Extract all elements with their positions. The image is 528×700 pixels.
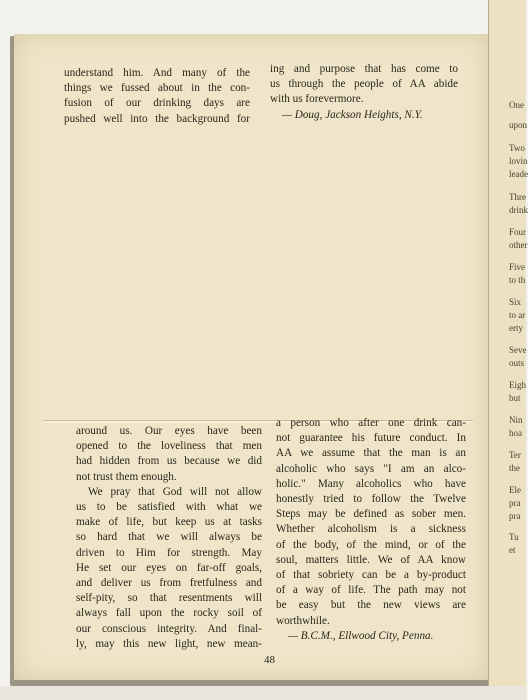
next-page-fragment: Seve [509,345,527,355]
text-line: honestly tried to follow the Twelve [276,493,466,506]
next-page-fragment: Eigh [509,380,526,390]
text-line: Steps may be defined as sober men. [276,508,466,521]
text-line: so hard that we will always be [76,531,262,544]
next-page-fragment: et [509,545,516,555]
text-line: ing and purpose that has come to [270,63,458,75]
next-page-fragment: to th [509,275,526,285]
next-page-fragment: lovin [509,156,528,166]
signature: — Doug, Jackson Heights, N.Y. [282,108,423,121]
text-line: of the body, of the mind, or of the [276,538,466,551]
text-line: alcoholic who says "I am an alco- [276,462,466,475]
next-page-fragment: Six [509,297,522,307]
page-number: 48 [264,654,275,666]
text-line: worthwhile. [276,614,330,627]
text-line: soul, matters little. We of AA know [276,553,466,566]
text-line: not guarantee his future conduct. In [276,432,466,445]
next-page-fragment: Nin [509,415,523,425]
next-page-fragment: upon [509,120,527,130]
text-line: and deliver us from fretfulness and [76,577,262,590]
table-surface [0,686,525,700]
text-line: with us forevermore. [270,93,364,106]
text-line: AA we assume that the man is an [276,447,466,460]
text-column-bottom-right [276,416,466,644]
text-line: us through the people of AA abide [270,78,458,91]
text-column-bottom-left [76,424,262,652]
next-page-fragment: Ter [509,450,521,460]
text-line: things we fussed about in the con- [64,82,250,95]
next-page-fragment: outs [509,358,525,368]
next-page-fragment: but [509,393,521,403]
text-line: He set our eyes on far-off goals, [76,561,262,574]
next-page-fragment: hoa [509,428,522,438]
next-page-fragment: pra [509,498,521,508]
text-line: of that sobriety can be a by-product [276,569,466,582]
signature: — B.C.M., Ellwood City, Penna. [288,629,434,642]
next-page-fragment: other [509,240,528,250]
next-page-fragment: pra [509,511,521,521]
next-page-fragment: Ele [509,485,521,495]
next-page-fragment: One [509,100,524,110]
text-line: a person who after one drink can- [276,417,466,429]
next-page-fragment: to ar [509,310,526,320]
text-line: ly, may this new light, new mean- [76,637,262,650]
next-page-fragment: Four [509,227,527,237]
next-page-fragment: drink [509,205,528,215]
text-line: us to be satisfied with what we [76,501,262,514]
next-page-fragment: erty [509,323,523,333]
text-column-top-right [270,62,458,123]
text-line: had hidden from us because we did [76,455,262,468]
text-line: fusion of our drinking days are [64,97,250,110]
text-line: We pray that God will not allow [88,485,262,498]
text-line: of a way of life. The path may not [276,584,466,597]
next-page-fragment: Thre [509,192,526,202]
text-line: pushed well into the background for [64,112,250,125]
text-line: opened to the loveliness that men [76,440,262,453]
text-line: make of life, but keep us at tasks [76,516,262,529]
text-line: driven to Him for strength. May [76,546,262,559]
next-page-fragment: Tu [509,532,519,542]
text-line: always fall upon the rocky soil of [76,607,262,620]
text-line: Whether alcoholism is a sickness [276,523,466,536]
text-line: self-pity, so that resentments will [76,592,262,605]
text-line: our conscious integrity. And final- [76,622,262,635]
next-page-fragment: the [509,463,520,473]
text-line: holic." Many alcoholics who have [276,477,466,490]
text-line: around us. Our eyes have been [76,425,262,437]
next-page-fragment: Five [509,262,526,272]
next-page-fragment: Two [509,143,525,153]
text-line: understand him. And many of the [64,67,250,79]
next-page-fragment: leade [509,169,528,179]
text-line: not trust them enough. [76,470,177,483]
text-line: be easy but the new views are [276,599,466,612]
text-column-top-left [64,66,250,127]
adjacent-page-edge [488,0,526,700]
